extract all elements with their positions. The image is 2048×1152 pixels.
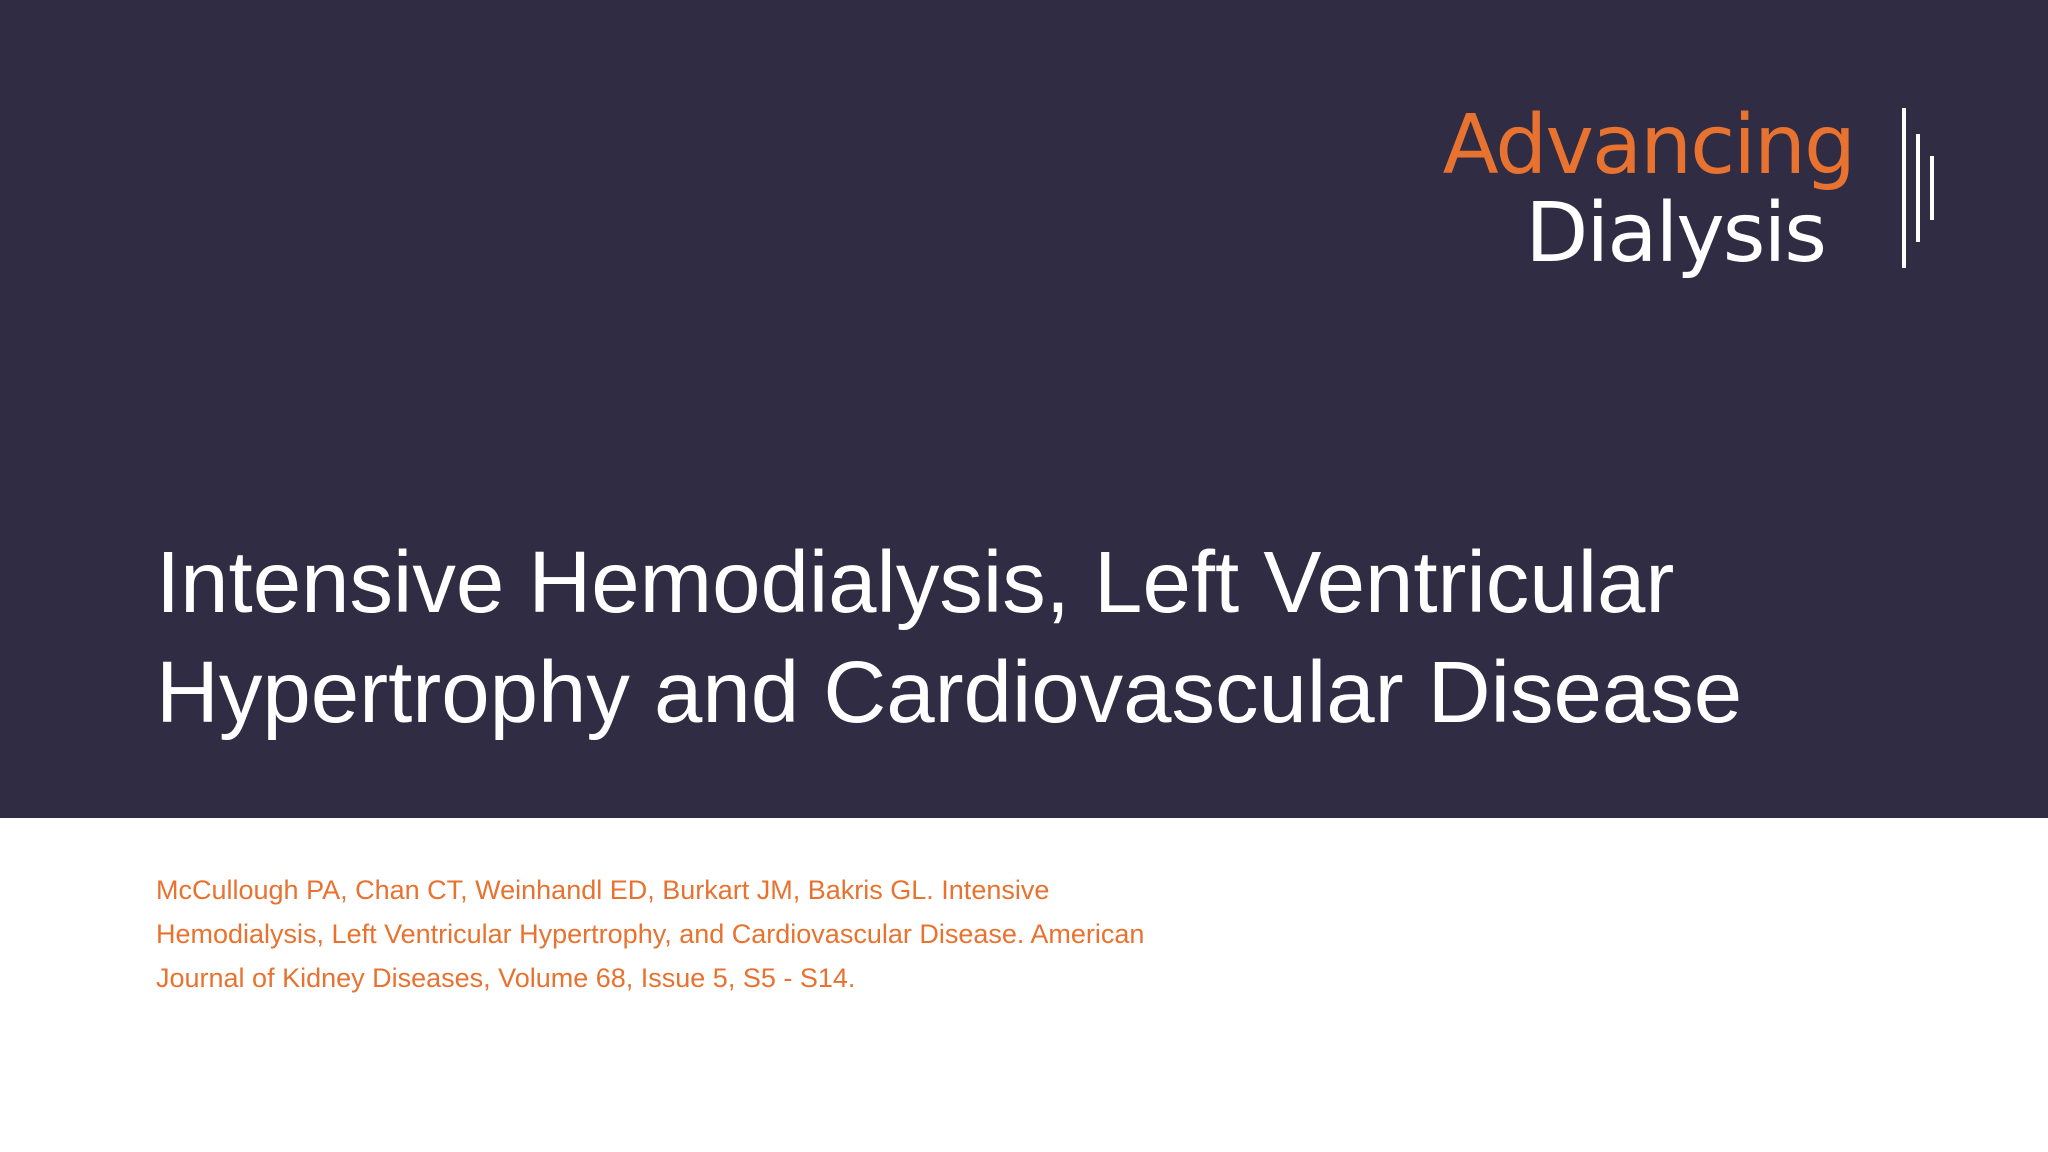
vertical-bars-icon — [1900, 108, 1950, 268]
citation-text — [156, 868, 1256, 1000]
citation-line: McCullough PA, Chan CT, Weinhandl ED, Burkart JM, Bakris GL. Intensive — [156, 875, 1050, 905]
citation-line: Hemodialysis, Left Ventricular Hypertrophy, and Cardiovascular Disease. American — [156, 919, 1145, 949]
citation-line: Journal of Kidney Diseases, Volume 68, Issue 5, S5 - S14. — [156, 963, 856, 993]
logo-text-dialysis: Dialysis — [1525, 186, 1825, 281]
slide-title — [156, 528, 1956, 748]
logo-text-advancing: Advancing — [1442, 98, 1854, 193]
advancing-dialysis-logo — [1442, 98, 1950, 290]
title-line: Intensive Hemodialysis, Left Ventricular — [156, 534, 1675, 631]
title-line: Hypertrophy and Cardiovascular Disease — [156, 644, 1743, 741]
